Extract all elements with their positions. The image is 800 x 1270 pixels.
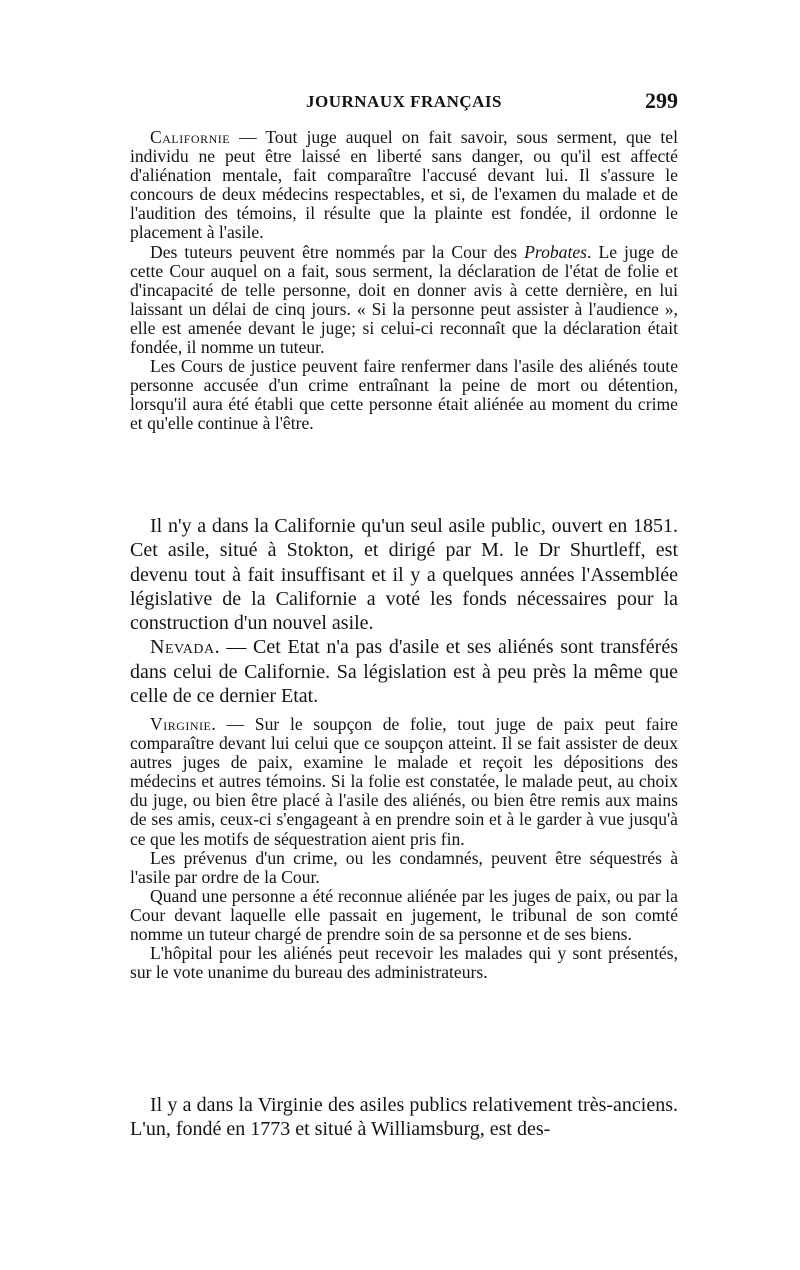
- page-header: [130, 88, 678, 118]
- virginia-paragraph-1: Virginie. — Sur le soupçon de folie, tout juge de paix peut faire comparaître devant lui celui que ce soupçon atteint. Il se fait assister de deux autres juges de paix, examine le malade et reçoit les dépositions des médecins et autres témoins. Si la folie est constatée, le malade peut, au choix du juge, ou bien être placé à l'asile des aliénés, ou bien être remis aux mains de ses amis, ceux-ci s'engageant à en prendre soin et à le garder à vue jusqu'à ce que les motifs de séquestration aient pris fin.: [130, 714, 678, 849]
- commentary-section-2: [130, 1093, 678, 1142]
- california-paragraph-3: Les Cours de justice peuvent faire renfermer dans l'asile des aliénés toute personne accusée d'un crime entraînant la peine de mort ou détention, lorsqu'il aura été établi que cette personne était aliénée au moment du crime et qu'elle continue à l'être.: [130, 356, 678, 434]
- probates-term: Probates: [524, 241, 588, 262]
- nevada-paragraph: Nevada. — Cet Etat n'a pas d'asile et ses aliénés sont transférés dans celui de Californie. Sa législation est à peu près la même que celle de ce dernier Etat.: [130, 636, 678, 708]
- california-paragraph-1: Californie — Tout juge auquel on fait savoir, sous serment, que tel individu ne peut être laissé en liberté sans danger, ou qu'il est affecté d'aliénation mentale, fait comparaître l'accusé devant lui. Il s'assure le concours de deux médecins respectables, et si, de l'examen du malade et de l'audition des témoins, il résulte que la plainte est fondée, il ordonne le placement à l'asile.: [130, 127, 678, 243]
- virginia-section: [130, 715, 678, 982]
- california-paragraph-2: Des tuteurs peuvent être nommés par la Cour des Probates. Le juge de cette Cour auquel on a fait, sous serment, la déclaration de l'état de folie et d'incapacité de telle personne, doit en donner avis à cette dernière, en lui laissant un délai de cinq jours. « Si la personne peut assister à l'audience », elle est amenée devant le juge; si celui-ci reconnaît que la déclaration était fondée, il nomme un tuteur.: [130, 241, 678, 358]
- virginia-paragraph-4: L'hôpital pour les aliénés peut recevoir les malades qui y sont présentés, sur le vote unanime du bureau des administrateurs.: [130, 943, 678, 983]
- commentary-section-1: [130, 514, 678, 708]
- state-name-california: Californie: [150, 127, 231, 147]
- state-name-virginia: Virginie: [150, 714, 212, 734]
- commentary-paragraph-virginia: Il y a dans la Virginie des asiles publics relativement très-anciens. L'un, fondé en 1773 et situé à Williamsburg, est des-: [130, 1094, 678, 1141]
- page-number: 299: [645, 88, 678, 113]
- commentary-paragraph-asile: Il n'y a dans la Californie qu'un seul asile public, ouvert en 1851. Cet asile, situé à Stokton, et dirigé par M. le Dr Shurtleff, est devenu tout à fait insuffisant et il y a quelques années l'Assemblée législative de la Californie a voté les fonds nécessaires pour la construction d'un nouvel asile.: [130, 515, 678, 635]
- running-head: JOURNAUX FRANÇAIS: [306, 92, 502, 111]
- state-name-nevada: Nevada: [150, 636, 215, 659]
- virginia-paragraph-3: Quand une personne a été reconnue aliénée par les juges de paix, ou par la Cour devant laquelle elle passait en jugement, le tribunal de son comté nomme un tuteur chargé de prendre soin de sa personne et de ses biens.: [130, 885, 678, 945]
- virginia-paragraph-2: Les prévenus d'un crime, ou les condamnés, peuvent être séquestrés à l'asile par ordre de la Cour.: [130, 847, 678, 887]
- california-section: [130, 128, 678, 434]
